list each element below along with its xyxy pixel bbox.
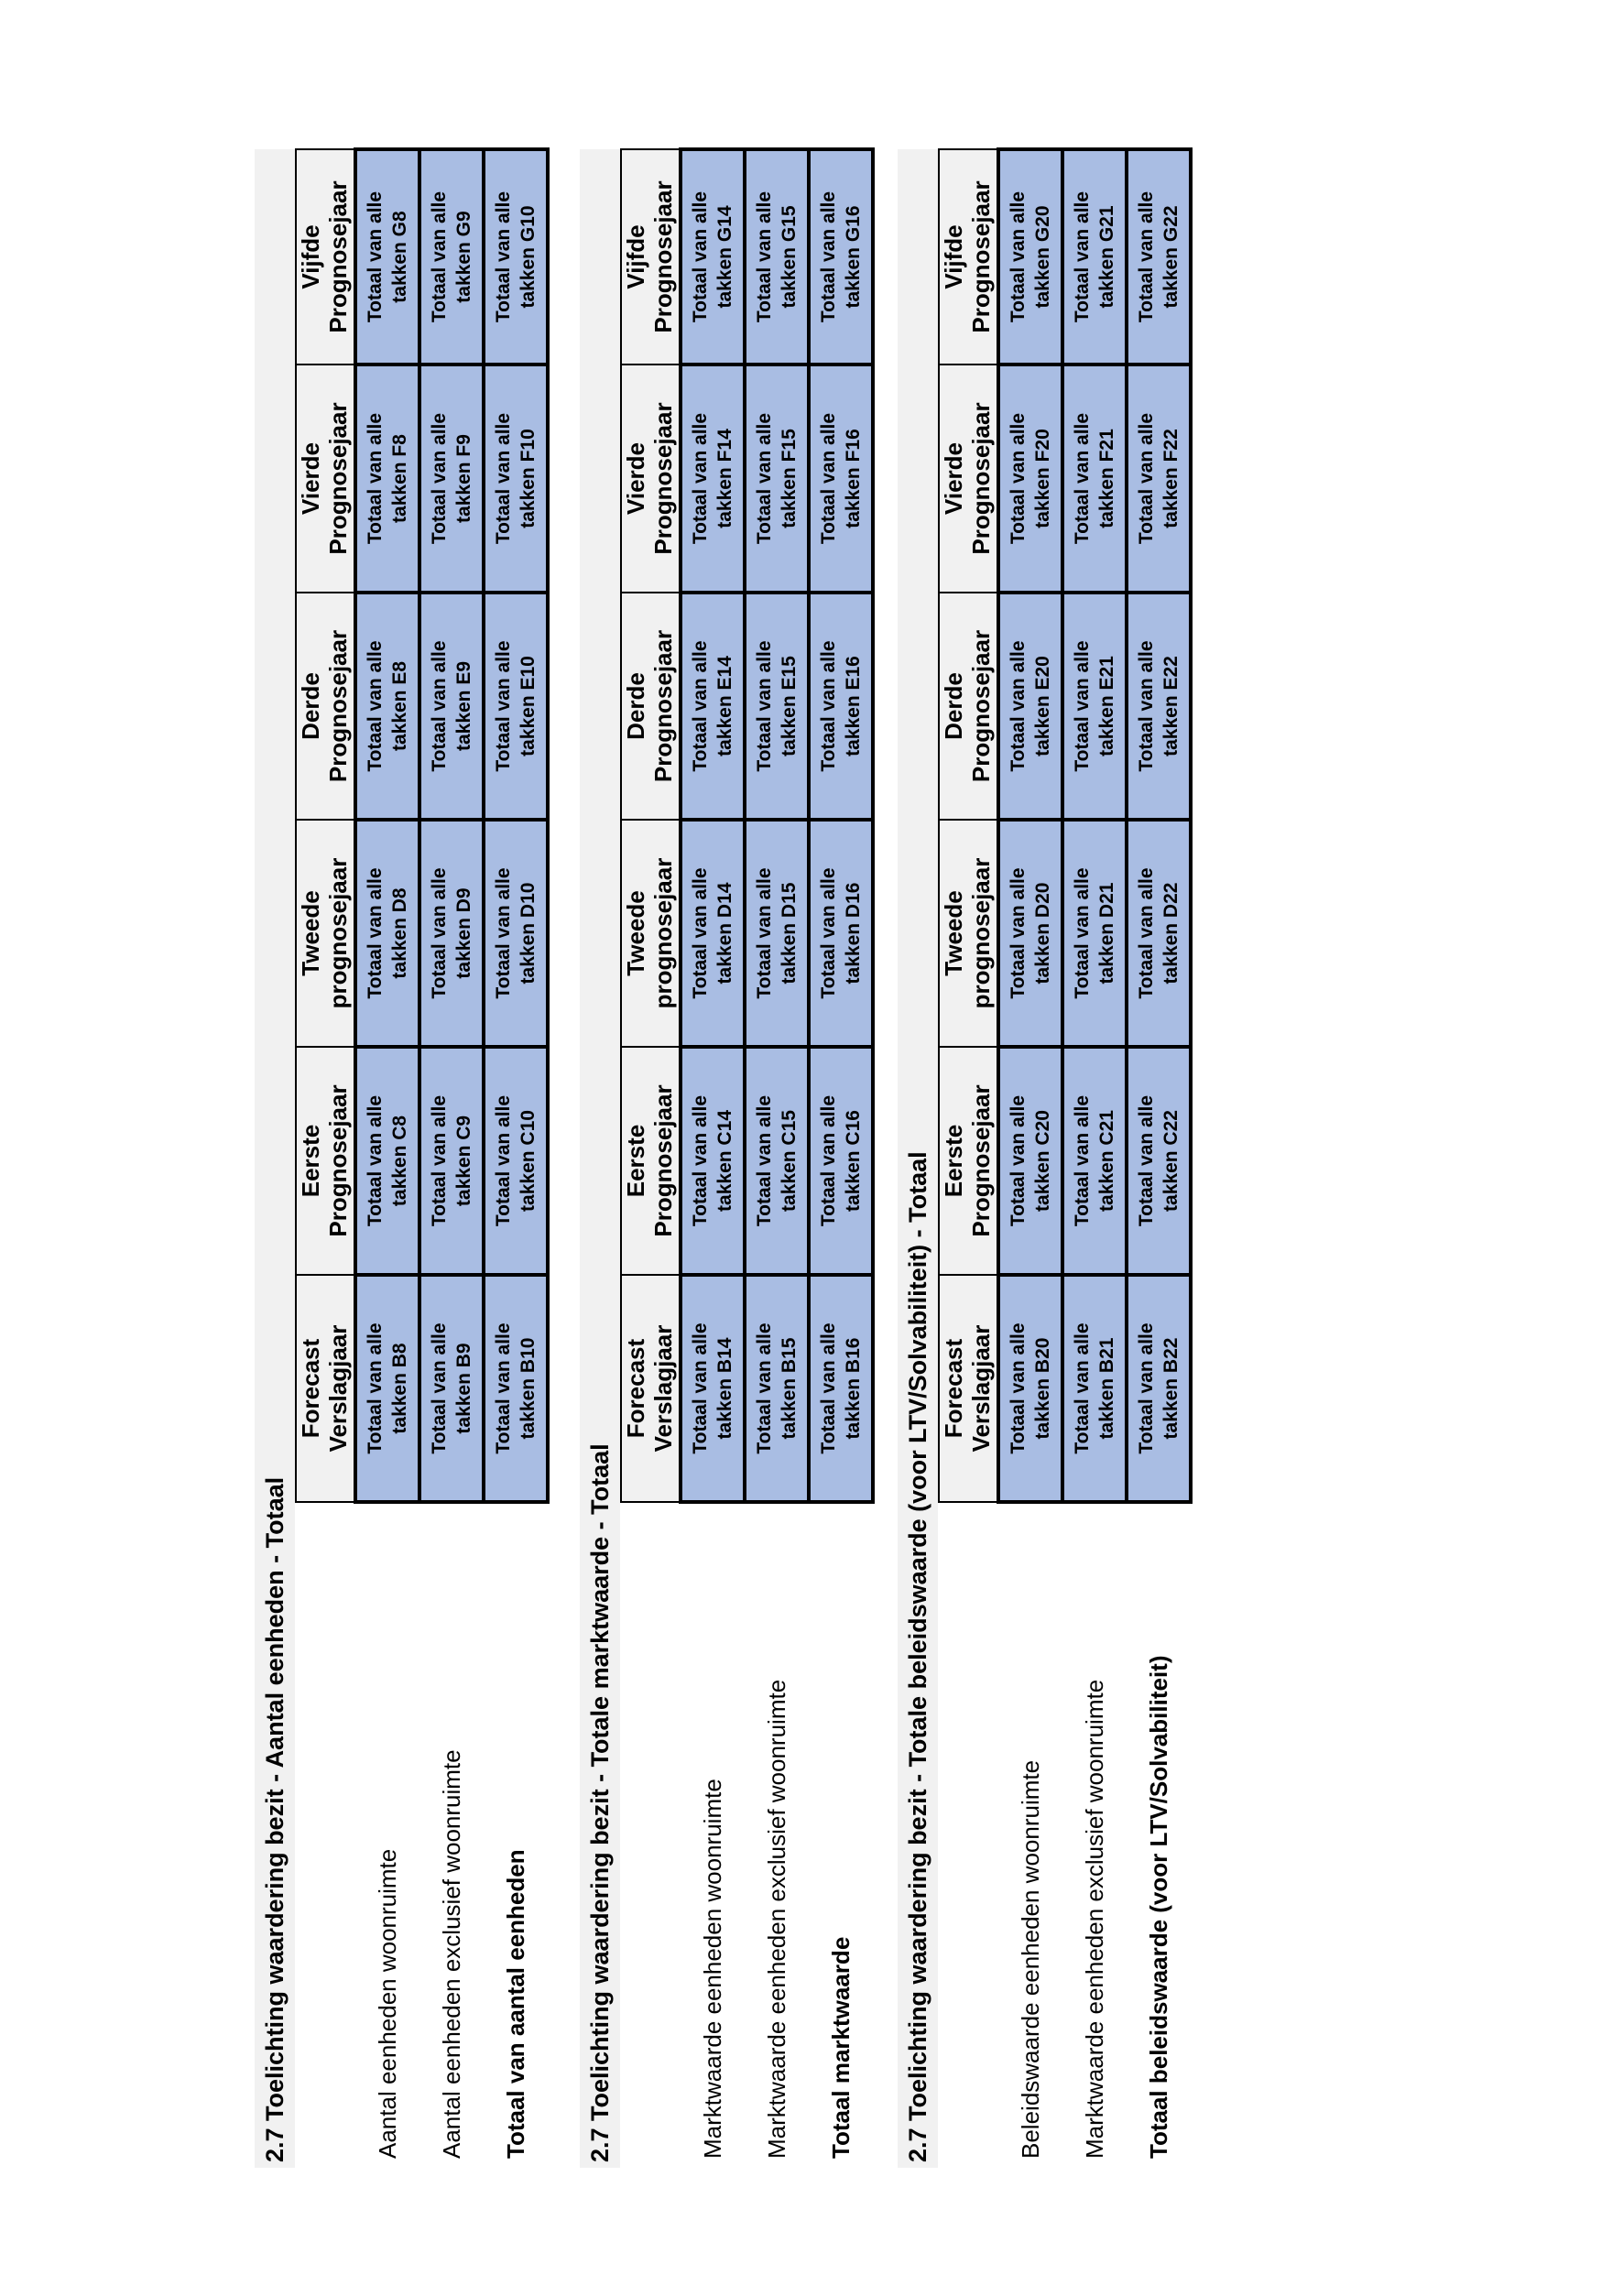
data-cell-line2: takken F8 [389,434,410,523]
data-cell [355,820,419,1047]
column-header-line1: Eerste [297,1124,325,1198]
table-row [745,149,809,2168]
data-cell-line2: takken C9 [453,1115,474,1207]
column-header-line2: Prognosejaar [649,1084,677,1237]
data-cell-line2: takken D21 [1096,882,1117,985]
data-cell-line1: Totaal van alle [428,190,450,323]
column-header-line1: Derde [940,672,968,740]
data-cell-line2: takken D8 [389,887,410,979]
data-cell-line2: takken E8 [389,660,410,752]
column-header [939,593,998,820]
data-cell [809,593,873,820]
header-row [621,149,681,2168]
data-cell-line2: takken B14 [714,1337,735,1440]
column-header-line1: Vijfde [297,224,325,289]
data-table [295,147,550,2168]
data-cell-line1: Totaal van alle [428,867,450,999]
column-header [621,365,681,593]
table-title: 2.7 Toelichting waardering bezit - Aantal eenheden - Totaal [255,149,295,2168]
column-header-line2: Prognosejaar [967,1084,995,1237]
data-cell [484,149,548,365]
data-cell-line1: Totaal van alle [1135,867,1157,999]
column-header-line2: prognosejaar [967,857,995,1009]
data-cell-line1: Totaal van alle [753,412,775,545]
data-cell [745,365,809,593]
data-cell-line1: Totaal van alle [1007,867,1029,999]
column-header [621,1275,681,1502]
data-cell-line2: takken B8 [389,1343,410,1434]
data-cell-line1: Totaal van alle [1071,412,1093,545]
data-cell-line1: Totaal van alle [364,412,386,545]
column-header-line1: Tweede [297,890,325,976]
data-cell-line1: Totaal van alle [428,1094,450,1227]
table-row [419,149,484,2168]
data-cell-line2: takken E21 [1096,656,1117,756]
data-cell [1062,820,1127,1047]
data-cell-line1: Totaal van alle [753,867,775,999]
data-cell-line1: Totaal van alle [753,1322,775,1454]
data-cell-line1: Totaal van alle [1071,867,1093,999]
table-section-aantal-eenheden [255,149,550,2168]
row-label: Marktwaarde eenheden woonruimte [681,1502,745,2168]
data-cell-line1: Totaal van alle [753,1094,775,1227]
data-cell-line1: Totaal van alle [1135,640,1157,772]
data-cell-line2: takken F21 [1096,429,1117,528]
data-cell-line1: Totaal van alle [817,640,839,772]
column-header-line1: Tweede [940,890,968,976]
data-cell-line2: takken G9 [453,211,474,303]
data-cell [419,365,484,593]
column-header-line2: Prognosejaar [967,180,995,333]
column-header [296,820,355,1047]
table-row [1062,149,1127,2168]
data-cell-line2: takken B10 [517,1337,539,1440]
column-header-line1: Forecast [297,1338,325,1439]
data-cell-line2: takken B15 [779,1337,800,1440]
column-header-line2: Prognosejaar [649,629,677,783]
column-header-line2: Verslagjaar [324,1324,352,1453]
data-cell-line1: Totaal van alle [753,190,775,323]
data-cell [355,1047,419,1275]
data-cell [419,1275,484,1502]
data-cell-line1: Totaal van alle [817,412,839,545]
data-cell-line2: takken F16 [843,429,864,528]
column-header [296,365,355,593]
data-cell-line1: Totaal van alle [817,1322,839,1454]
data-cell-line2: takken D22 [1160,882,1182,985]
data-cell [745,149,809,365]
data-cell-line1: Totaal van alle [1007,1094,1029,1227]
data-cell [809,1047,873,1275]
column-header [939,1047,998,1275]
data-cell-line2: takken G20 [1032,205,1053,309]
data-cell-line2: takken C8 [389,1115,410,1207]
data-cell-line2: takken F9 [453,434,474,523]
data-cell [1127,820,1191,1047]
row-label: Marktwaarde eenheden exclusief woonruimte [745,1502,809,2168]
data-cell-line2: takken D15 [779,882,800,985]
data-cell-line2: takken F10 [517,429,539,528]
column-header-line1: Vierde [297,442,325,516]
data-cell [1062,365,1127,593]
data-cell-line2: takken E10 [517,656,539,756]
column-header-line2: Prognosejaar [324,1084,352,1237]
data-cell [484,1047,548,1275]
data-cell [998,1275,1062,1502]
data-cell-line1: Totaal van alle [1135,190,1157,323]
column-header [621,1047,681,1275]
table-row [1127,149,1191,2168]
table-title: 2.7 Toelichting waardering bezit - Totale beleidswaarde (voor LTV/Solvabiliteit) - Totaal [898,149,938,2168]
data-cell-line2: takken D10 [517,882,539,985]
data-cell-line2: takken G16 [843,205,864,309]
column-header-line1: Vijfde [940,224,968,289]
column-header [296,593,355,820]
column-header-line2: Prognosejaar [649,402,677,555]
data-cell-line1: Totaal van alle [689,640,711,772]
data-cell-line2: takken D9 [453,887,474,979]
data-cell [355,149,419,365]
data-cell [1062,149,1127,365]
row-label: Totaal van aantal eenheden [484,1502,548,2168]
data-cell [809,820,873,1047]
table-row [355,149,419,2168]
data-cell [1062,1275,1127,1502]
data-cell [998,365,1062,593]
data-cell-line2: takken E22 [1160,656,1182,756]
column-header-line2: Prognosejaar [324,629,352,783]
column-header-line1: Eerste [622,1124,650,1198]
data-cell-line2: takken E20 [1032,656,1053,756]
data-cell-line1: Totaal van alle [492,190,514,323]
data-cell [809,365,873,593]
data-cell [1127,1275,1191,1502]
data-cell-line1: Totaal van alle [1071,1094,1093,1227]
data-cell-line2: takken F14 [714,429,735,528]
data-cell-line1: Totaal van alle [492,412,514,545]
data-cell-line1: Totaal van alle [428,412,450,545]
column-header-line1: Vijfde [622,224,650,289]
column-header [939,820,998,1047]
column-header-line2: Prognosejaar [324,402,352,555]
column-header [621,149,681,365]
data-cell-line1: Totaal van alle [1135,1094,1157,1227]
data-cell-line2: takken B16 [843,1337,864,1440]
data-cell [419,1047,484,1275]
data-cell-line2: takken D14 [714,882,735,985]
data-cell-line1: Totaal van alle [364,1322,386,1454]
data-cell [484,1275,548,1502]
data-cell-line2: takken G14 [714,205,735,309]
data-cell-line2: takken B20 [1032,1337,1053,1440]
table-row [484,149,548,2168]
data-cell-line1: Totaal van alle [689,190,711,323]
data-cell [419,149,484,365]
data-cell [681,1275,745,1502]
data-cell-line2: takken E9 [453,660,474,752]
column-header-line1: Vierde [622,442,650,516]
data-cell [681,1047,745,1275]
data-cell-line2: takken E16 [843,656,864,756]
data-cell [745,593,809,820]
data-cell [355,593,419,820]
data-cell-line1: Totaal van alle [1007,640,1029,772]
row-label: Totaal marktwaarde [809,1502,873,2168]
column-header-line1: Derde [297,672,325,740]
data-cell [1127,149,1191,365]
data-cell [809,149,873,365]
table-row [998,149,1062,2168]
data-cell-line1: Totaal van alle [364,1094,386,1227]
data-cell [484,365,548,593]
corner-cell [939,1502,998,2168]
data-cell-line2: takken F15 [779,429,800,528]
column-header-line1: Derde [622,672,650,740]
data-cell-line2: takken E15 [779,656,800,756]
data-cell [1127,1047,1191,1275]
column-header-line2: Prognosejaar [967,629,995,783]
data-cell [745,820,809,1047]
data-cell-line2: takken B22 [1160,1337,1182,1440]
column-header [939,365,998,593]
data-cell-line1: Totaal van alle [492,867,514,999]
data-cell-line1: Totaal van alle [817,1094,839,1227]
data-cell [1127,365,1191,593]
data-cell-line1: Totaal van alle [428,1322,450,1454]
table-section-totale-beleidswaarde [898,149,1193,2168]
data-cell-line1: Totaal van alle [364,190,386,323]
data-cell-line2: takken G10 [517,205,539,309]
column-header-line2: Verslagjaar [967,1324,995,1453]
data-cell [355,365,419,593]
data-cell-line2: takken C14 [714,1110,735,1212]
data-cell-line2: takken G15 [779,205,800,309]
row-label: Beleidswaarde eenheden woonruimte [998,1502,1062,2168]
data-cell-line2: takken E14 [714,656,735,756]
column-header-line1: Eerste [940,1124,968,1198]
data-cell-line2: takken C21 [1096,1110,1117,1212]
data-cell-line2: takken G21 [1096,205,1117,309]
row-label: Aantal eenheden exclusief woonruimte [419,1502,484,2168]
data-cell [1062,593,1127,820]
data-cell [998,149,1062,365]
row-label: Marktwaarde eenheden exclusief woonruimte [1062,1502,1127,2168]
data-cell [998,820,1062,1047]
row-label: Totaal beleidswaarde (voor LTV/Solvabiliteit) [1127,1502,1191,2168]
data-cell [1062,1047,1127,1275]
data-cell [745,1047,809,1275]
data-cell [998,593,1062,820]
column-header-line1: Forecast [622,1338,650,1439]
column-header [296,149,355,365]
data-cell-line2: takken C20 [1032,1110,1053,1212]
data-cell [1127,593,1191,820]
table-row [681,149,745,2168]
column-header-line2: Prognosejaar [324,180,352,333]
data-cell [681,149,745,365]
data-cell-line2: takken F22 [1160,429,1182,528]
column-header-line1: Vierde [940,442,968,516]
data-table [938,147,1193,2168]
data-cell [419,820,484,1047]
column-header [621,820,681,1047]
data-cell-line1: Totaal van alle [1071,1322,1093,1454]
column-header-line2: prognosejaar [649,857,677,1009]
data-cell [745,1275,809,1502]
data-cell-line1: Totaal van alle [689,1094,711,1227]
data-table [620,147,875,2168]
data-cell [681,593,745,820]
column-header [296,1275,355,1502]
data-cell-line2: takken C10 [517,1110,539,1212]
header-row [296,149,355,2168]
data-cell-line1: Totaal van alle [1071,190,1093,323]
data-cell [998,1047,1062,1275]
data-cell-line2: takken C16 [843,1110,864,1212]
data-cell [809,1275,873,1502]
table-title: 2.7 Toelichting waardering bezit - Totale marktwaarde - Totaal [580,149,620,2168]
data-cell-line1: Totaal van alle [492,1094,514,1227]
data-cell [419,593,484,820]
data-cell [484,820,548,1047]
data-cell-line2: takken C15 [779,1110,800,1212]
data-cell-line2: takken G8 [389,211,410,303]
data-cell [681,820,745,1047]
data-cell-line2: takken C22 [1160,1110,1182,1212]
data-cell-line2: takken D20 [1032,882,1053,985]
data-cell [484,593,548,820]
data-cell-line2: takken B9 [453,1343,474,1434]
data-cell-line1: Totaal van alle [1071,640,1093,772]
data-cell [355,1275,419,1502]
data-cell-line2: takken F20 [1032,429,1053,528]
column-header-line2: Prognosejaar [649,180,677,333]
data-cell-line1: Totaal van alle [689,867,711,999]
data-cell-line1: Totaal van alle [817,867,839,999]
column-header [939,1275,998,1502]
data-cell-line1: Totaal van alle [689,412,711,545]
data-cell-line1: Totaal van alle [1007,1322,1029,1454]
corner-cell [296,1502,355,2168]
column-header [296,1047,355,1275]
data-cell-line2: takken D16 [843,882,864,985]
data-cell-line1: Totaal van alle [1135,412,1157,545]
data-cell-line1: Totaal van alle [428,640,450,772]
data-cell-line1: Totaal van alle [364,640,386,772]
data-cell-line1: Totaal van alle [1135,1322,1157,1454]
row-label: Aantal eenheden woonruimte [355,1502,419,2168]
column-header-line1: Tweede [622,890,650,976]
table-section-totale-marktwaarde [580,149,875,2168]
data-cell-line1: Totaal van alle [364,867,386,999]
column-header-line2: Prognosejaar [967,402,995,555]
column-header-line2: Verslagjaar [649,1324,677,1453]
data-cell-line2: takken B21 [1096,1337,1117,1440]
data-cell-line1: Totaal van alle [492,1322,514,1454]
data-cell-line1: Totaal van alle [753,640,775,772]
data-cell-line1: Totaal van alle [1007,190,1029,323]
column-header [621,593,681,820]
corner-cell [621,1502,681,2168]
data-cell-line1: Totaal van alle [492,640,514,772]
data-cell-line1: Totaal van alle [689,1322,711,1454]
data-cell-line1: Totaal van alle [1007,412,1029,545]
table-row [809,149,873,2168]
header-row [939,149,998,2168]
data-cell-line2: takken G22 [1160,205,1182,309]
data-cell [681,365,745,593]
column-header [939,149,998,365]
column-header-line1: Forecast [940,1338,968,1439]
data-cell-line1: Totaal van alle [817,190,839,323]
column-header-line2: prognosejaar [324,857,352,1009]
